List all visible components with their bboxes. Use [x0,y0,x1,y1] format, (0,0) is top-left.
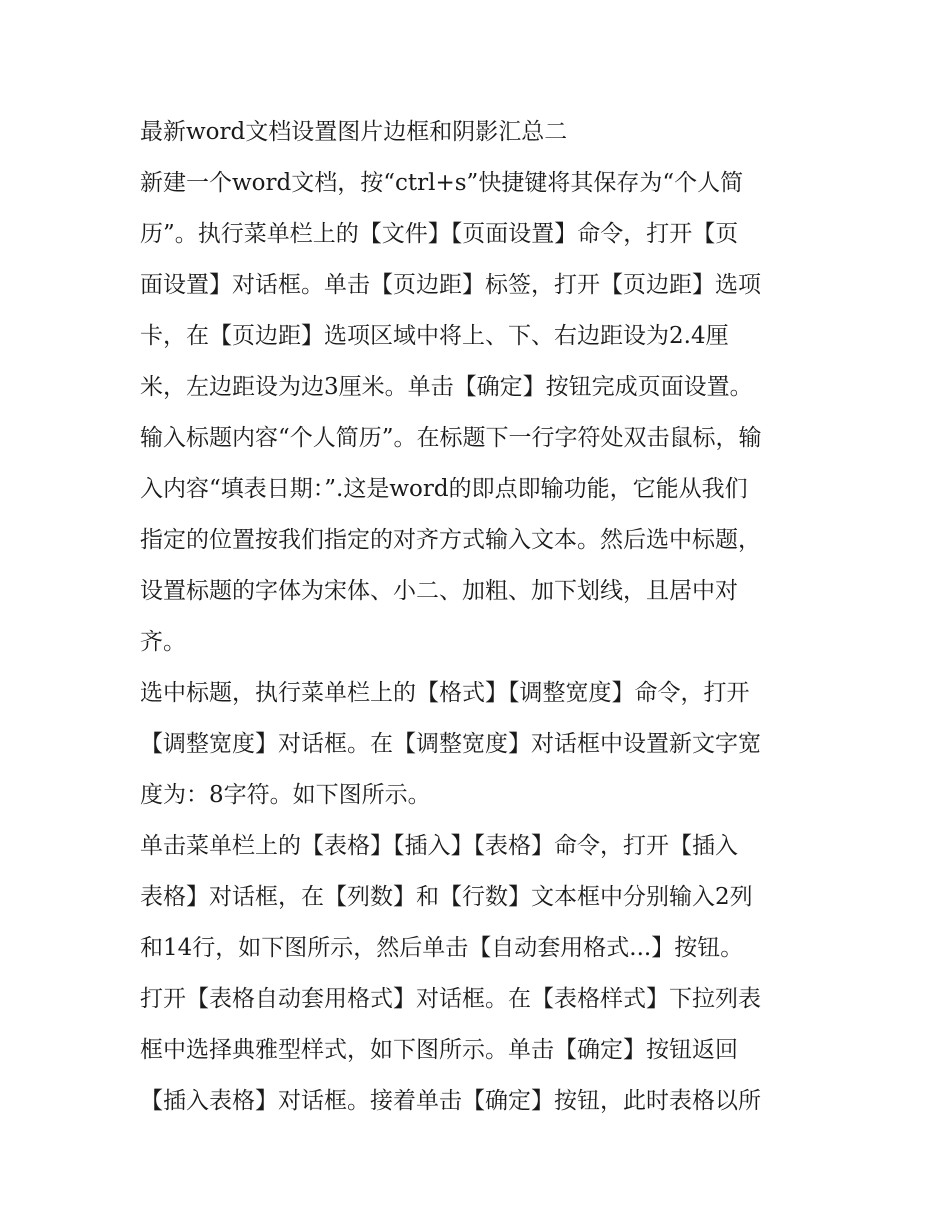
text-line: 表格】对话框，在【列数】和【行数】文本框中分别输入2列 [140,884,753,910]
text-line: 卡，在【页边距】选项区域中将上、下、右边距设为2.4厘 [140,323,729,349]
title-line: 最新word文档设置图片边框和阴影汇总二 [140,119,568,145]
text-line: 齐。 [140,629,186,655]
text-line: 入内容“填表日期：”.这是word的即点即输功能，它能从我们 [140,476,748,502]
text-line: 和14行，如下图所示，然后单击【自动套用格式...】按钮。 [140,935,744,961]
text-line: 度为：8字符。如下图所示。 [140,782,431,808]
paragraph-2 [140,668,812,821]
text-line: 【插入表格】对话框。接着单击【确定】按钮，此时表格以所 [140,1088,761,1114]
text-line: 设置标题的字体为宋体、小二、加粗、加下划线，且居中对 [140,578,738,604]
text-line: 指定的位置按我们指定的对齐方式输入文本。然后选中标题， [140,527,761,553]
text-line: 输入标题内容“个人简历”。在标题下一行字符处双击鼠标，输 [140,425,762,451]
text-line: 选中标题，执行菜单栏上的【格式】【调整宽度】命令，打开 [140,680,750,706]
text-line: 历”。执行菜单栏上的【文件】【页面设置】命令，打开【页 [140,221,739,247]
text-line: 米，左边距设为边3厘米。单击【确定】按钮完成页面设置。 [140,374,753,400]
text-line: 面设置】对话框。单击【页边距】标签，打开【页边距】选项 [140,272,761,298]
document-body [140,107,812,1127]
document-title [140,107,812,158]
paragraph-3 [140,821,812,1127]
text-line: 框中选择典雅型样式，如下图所示。单击【确定】按钮返回 [140,1037,738,1063]
paragraph-1 [140,158,812,668]
text-line: 打开【表格自动套用格式】对话框。在【表格样式】下拉列表 [140,986,761,1012]
text-line: 【调整宽度】对话框。在【调整宽度】对话框中设置新文字宽 [140,731,761,757]
text-line: 单击菜单栏上的【表格】【插入】【表格】命令，打开【插入 [140,833,738,859]
text-line: 新建一个word文档，按“ctrl+s”快捷键将其保存为“个人简 [140,170,744,196]
